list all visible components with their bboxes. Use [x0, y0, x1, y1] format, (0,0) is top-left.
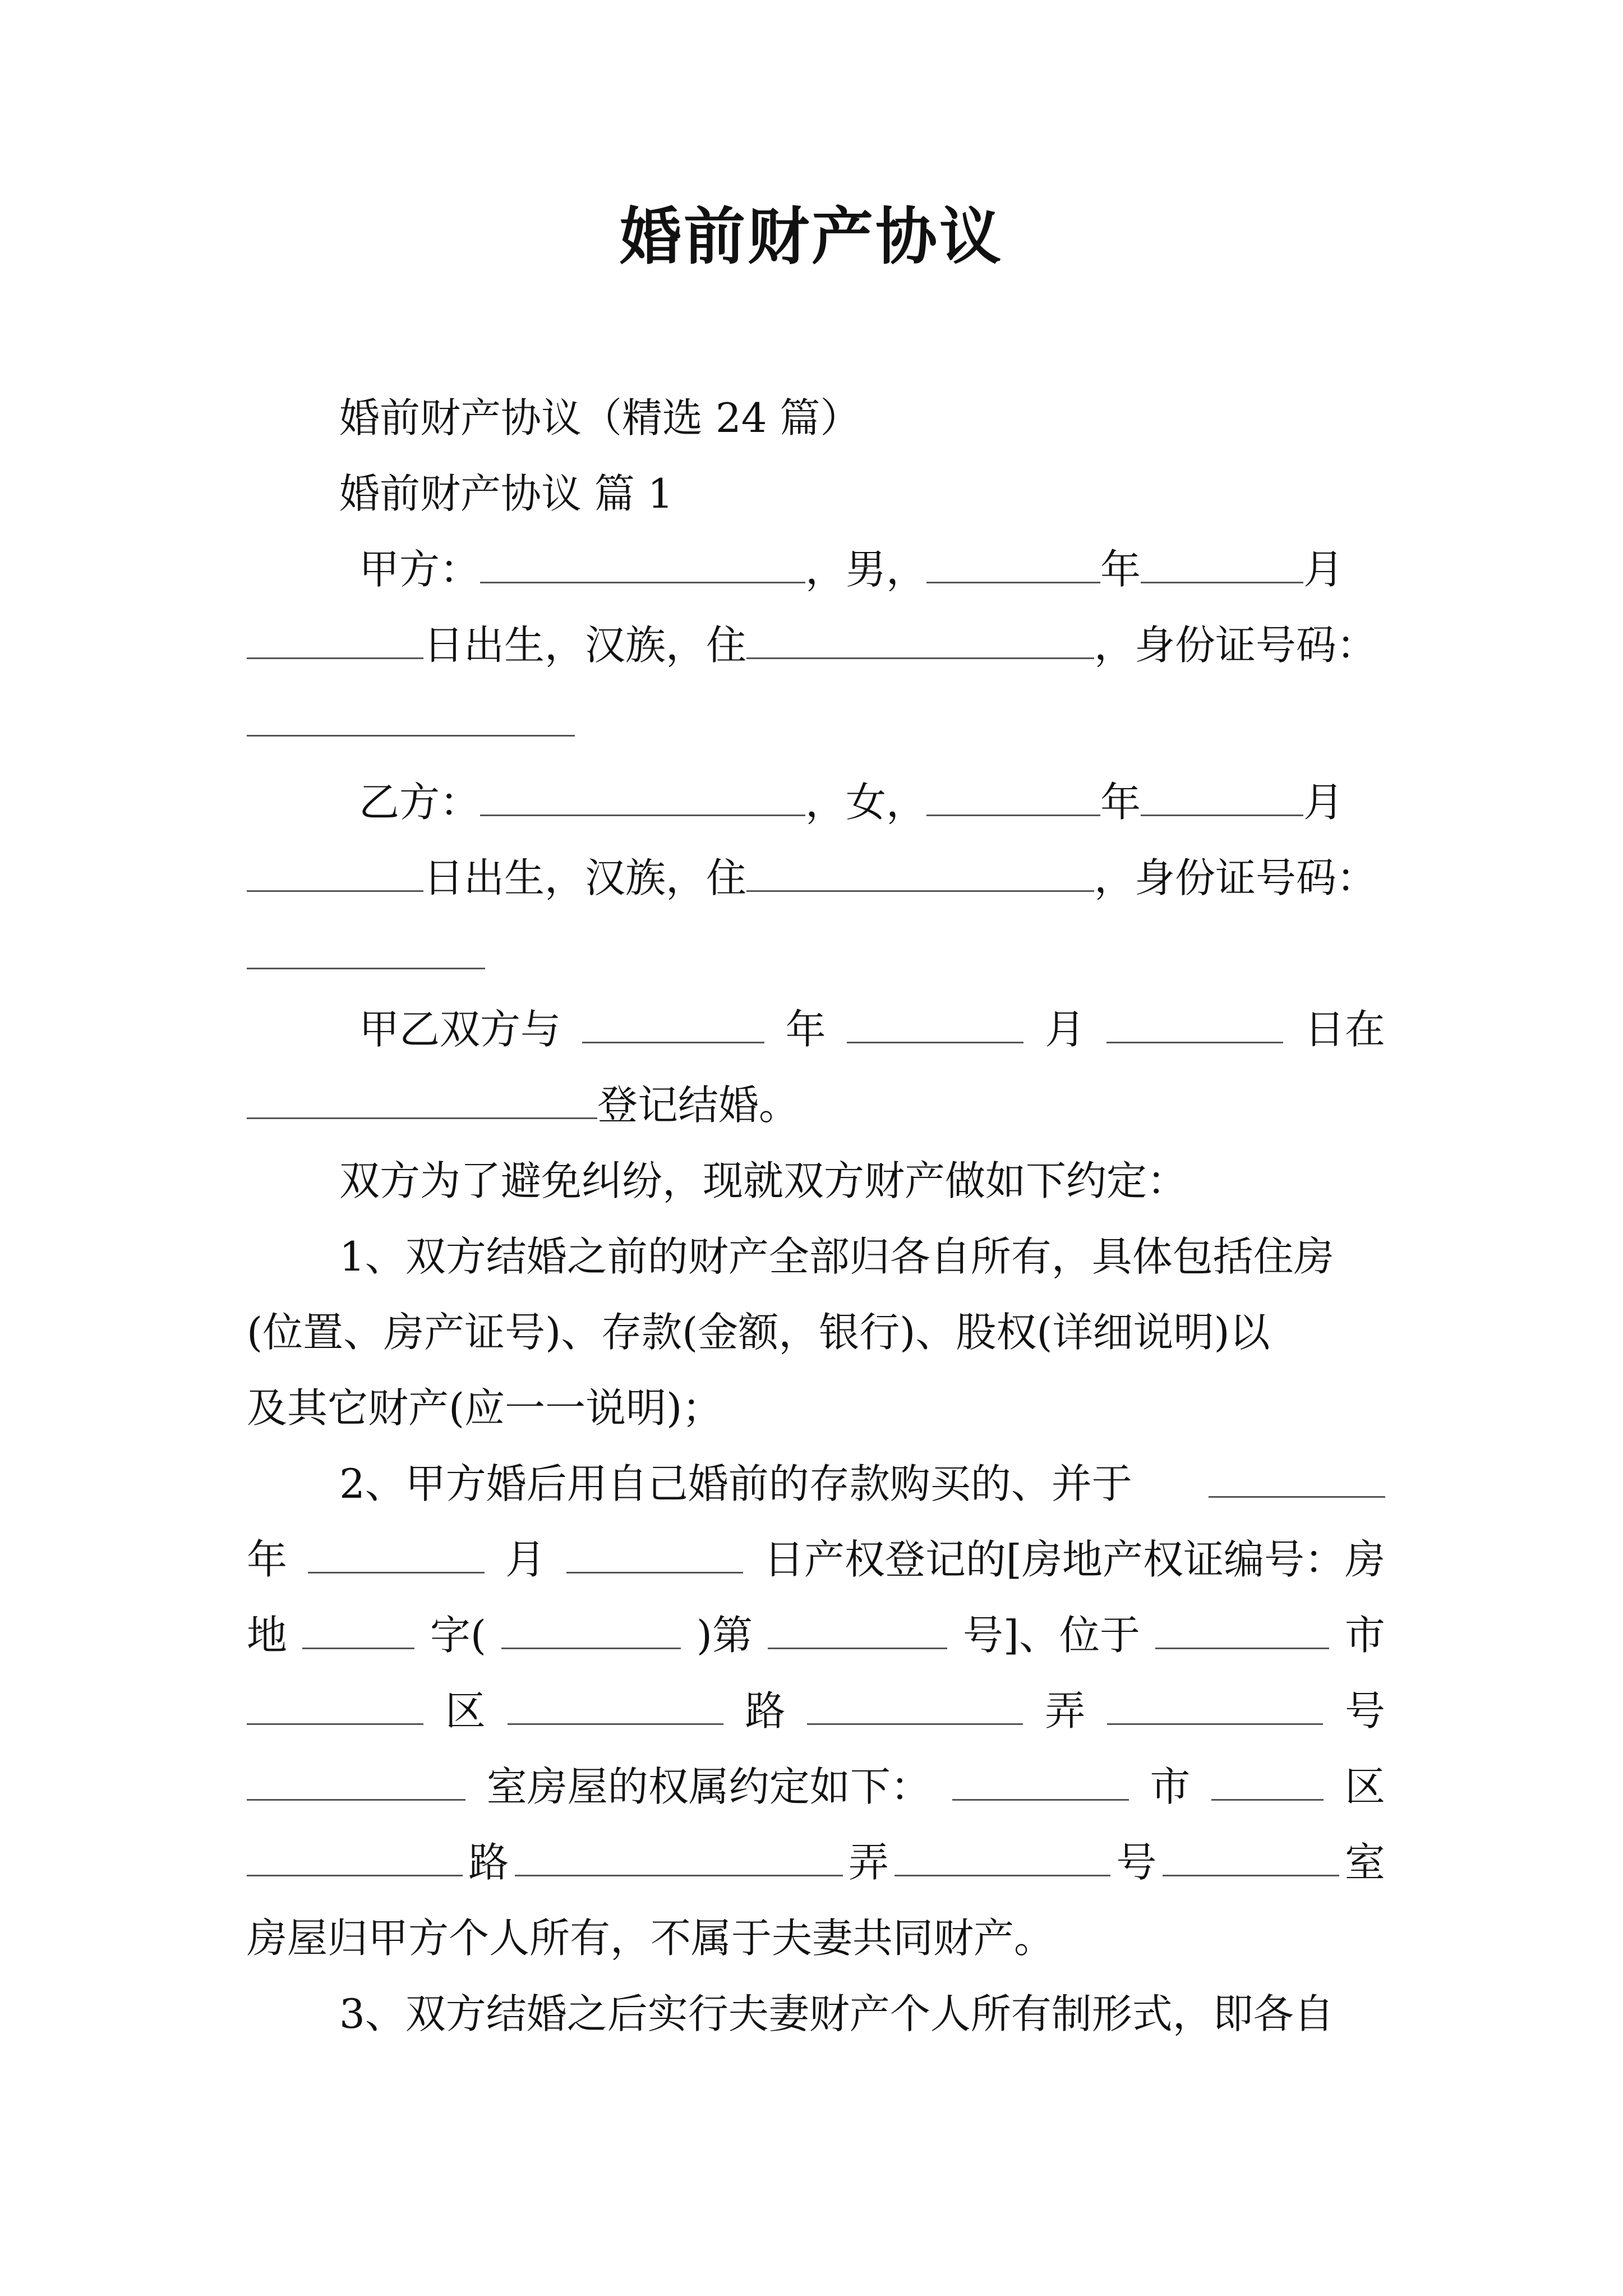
party-b-birth-month-blank [1141, 777, 1303, 816]
party-b-birth-day-blank [247, 853, 423, 892]
marriage-month-blank [847, 1005, 1023, 1043]
party-a-birth-year-blank [926, 545, 1100, 583]
clause-2-district-blank-2 [1211, 1762, 1324, 1801]
clause-2-cert-year-blank [501, 1611, 681, 1649]
party-a-birth-month-blank [1141, 545, 1303, 583]
section-heading: 婚前财产协议 篇 1 [339, 470, 674, 517]
clause-2-date-year-blank [1209, 1459, 1385, 1498]
clause-2-cert-number-blank [768, 1611, 947, 1649]
document-title: 婚前财产协议 [620, 200, 1003, 273]
clause-2-date-month-blank [308, 1535, 485, 1573]
party-a-id-blank [247, 735, 575, 737]
party-a-name-blank [480, 545, 805, 583]
clause-2-lane-blank-2 [515, 1838, 843, 1876]
clause-2-number-blank [1107, 1686, 1323, 1725]
marriage-year-blank [582, 1005, 764, 1043]
clause-2-room-blank-2 [1163, 1838, 1339, 1876]
clause-1-line-3: 及其它财产(应一一说明)； [247, 1384, 723, 1432]
clause-2-line-1: 2、甲方婚后用自己婚前的存款购买的、并于 [339, 1453, 1385, 1515]
clause-1-line-2: (位置、房产证号)、存款(金额，银行)、股权(详细说明)以 [247, 1309, 1270, 1356]
clause-3-line-1: 3、双方结婚之后实行夫妻财产个人所有制形式，即各自 [339, 1990, 1334, 2037]
party-b-name-blank [480, 777, 805, 816]
clause-2-lane-blank [807, 1686, 1023, 1725]
clause-2-room-blank [247, 1762, 465, 1801]
party-a-birth-day-blank [247, 620, 423, 659]
party-b-line-1: 乙方： ，女， 年 月 [359, 779, 1344, 826]
clause-2-road-blank [508, 1686, 723, 1725]
clause-2-district-blank [247, 1686, 423, 1725]
party-a-line-2: 日出生，汉族，住 ，身份证号码： [247, 614, 1385, 676]
party-b-birth-year-blank [926, 777, 1100, 816]
clause-2-line-3: 地 字( )第 号]、位于 市 [247, 1612, 1385, 1659]
clause-2-date-day-blank [566, 1535, 743, 1573]
marriage-line-2: 登记结婚。 [247, 1074, 1385, 1136]
clause-2-line-4: 区 路 弄 号 [247, 1680, 1385, 1742]
clause-1-line-1: 1、双方结婚之前的财产全部归各自所有，具体包括住房 [339, 1233, 1334, 1280]
party-b-line-2: 日出生，汉族，住 ，身份证号码： [247, 847, 1385, 909]
marriage-place-blank [247, 1080, 597, 1119]
party-a-line-1: 甲方： ，男， 年 月 [359, 546, 1344, 593]
clause-2-city-blank-2 [952, 1762, 1129, 1801]
clause-2-city-blank [1155, 1611, 1329, 1649]
clause-2-road-blank-2 [247, 1838, 463, 1876]
subtitle: 婚前财产协议（精选 24 篇） [339, 394, 861, 441]
party-b-id-blank [247, 968, 485, 969]
marriage-line-1: 甲乙双方与 年 月 日在 [359, 1006, 1385, 1053]
clause-2-line-6: 路 弄 号 室 [247, 1832, 1385, 1893]
clause-2-number-blank-2 [895, 1838, 1110, 1876]
intro-paragraph: 双方为了避免纠纷，现就双方财产做如下约定： [339, 1157, 1188, 1204]
party-a-address-blank [746, 620, 1094, 659]
clause-2-line-5: 室房屋的权属约定如下： 市 区 [247, 1756, 1385, 1818]
clause-2-line-7: 房屋归甲方个人所有，不属于夫妻共同财产。 [247, 1915, 1055, 1962]
marriage-day-blank [1106, 1005, 1283, 1043]
clause-2-line-2: 年 月 日产权登记的[房地产权证编号：房 [247, 1536, 1385, 1583]
clause-2-cert-prefix-blank [302, 1611, 414, 1649]
party-b-address-blank [746, 853, 1094, 892]
